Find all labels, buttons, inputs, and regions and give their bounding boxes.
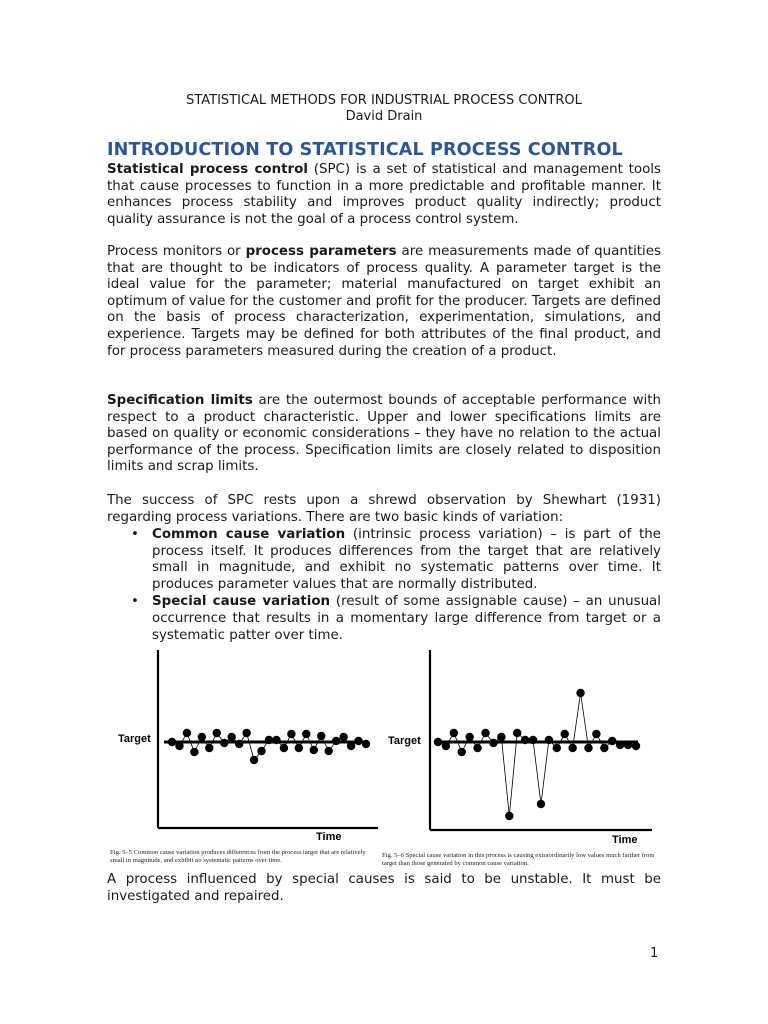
data-point [302, 730, 310, 738]
data-point [568, 744, 576, 752]
bullet-text: (result of some assignable cause) – an unusual occurrence that results in a momentary large difference from target or a systematic patter over time. [152, 594, 661, 643]
data-point [354, 737, 362, 745]
page-number: 1 [650, 946, 659, 961]
control-chart-common-cause [110, 648, 380, 848]
paragraph-spec-text: are the outermost bounds of acceptable performance with respect to a product characteristic. Upper and lower specifications limits are based on quality or economic considerations – they have no relation to the actual performance of the process. Specification limits are closely related to disposition limits and scrap limits. [107, 393, 662, 475]
data-point [198, 733, 206, 741]
data-point [553, 744, 561, 752]
variation-list [107, 527, 661, 644]
series-line [438, 693, 636, 816]
data-point [183, 729, 191, 737]
term-process-parameters: process parameters [245, 244, 397, 259]
data-point [537, 800, 545, 808]
data-point [168, 738, 176, 746]
control-chart-special-cause [386, 648, 656, 848]
figure-caption-5-6: Fig. 5–6 Special cause variation in this process is causing extraordinarily low values much farther from target than those generated by common cause variation. [382, 852, 655, 867]
data-point [250, 756, 258, 764]
author-name: David Drain [345, 109, 423, 124]
data-points [434, 689, 640, 820]
data-point [489, 739, 497, 747]
data-point [458, 748, 466, 756]
data-point [175, 742, 183, 750]
data-point [592, 730, 600, 738]
data-point [287, 730, 295, 738]
data-point [220, 739, 228, 747]
data-point [624, 741, 632, 749]
data-point [513, 729, 521, 737]
bullet-marker: • [131, 527, 139, 542]
data-point [339, 733, 347, 741]
course-title: STATISTICAL METHODS FOR INDUSTRIAL PROCESS CONTROL [186, 93, 582, 108]
data-point [505, 812, 513, 820]
data-point [481, 729, 489, 737]
figure-caption-5-5: Fig. 5–5 Common cause variation produces differences from the process target that are relatively small in magnitude, and exhibit no systematic patterns over time. [110, 849, 366, 864]
paragraph-spec-limits [107, 393, 661, 476]
list-item [107, 594, 661, 644]
data-point [235, 740, 243, 748]
data-point [434, 738, 442, 746]
bullet-marker: • [131, 594, 139, 610]
data-point [632, 742, 640, 750]
data-point [584, 744, 592, 752]
data-point [213, 729, 221, 737]
data-point [272, 736, 280, 744]
data-point [545, 736, 553, 744]
bullet-text: (intrinsic process variation) – is part of the process itself. It produces differences from the target that are relatively small in magnitude, and exhibit no systematic patterns over time. It produces parameter values that are normally distributed. [152, 527, 661, 592]
data-point [242, 729, 250, 737]
data-point [295, 744, 303, 752]
time-label: Time [612, 834, 638, 846]
time-label: Time [316, 831, 342, 843]
paragraph-pp-pre: Process monitors or [107, 244, 246, 259]
term-common-cause: Common cause variation [152, 527, 346, 542]
data-point [600, 744, 608, 752]
paragraph-unstable: A process influenced by special causes is said to be unstable. It must be investigated and repaired. [107, 872, 661, 904]
term-special-cause: Special cause variation [152, 594, 331, 610]
term-spec-limits: Specification limits [107, 393, 253, 408]
data-points [168, 729, 370, 764]
data-point [227, 733, 235, 741]
data-point [205, 744, 213, 752]
data-point [442, 742, 450, 750]
data-point [561, 730, 569, 738]
list-item [107, 527, 661, 593]
paragraph-process-parameters [107, 244, 661, 360]
data-point [616, 741, 624, 749]
data-point [347, 742, 355, 750]
data-point [521, 736, 529, 744]
data-point [257, 747, 265, 755]
term-spc: Statistical process control [107, 162, 308, 177]
paragraph-spc [107, 162, 661, 228]
data-point [362, 740, 370, 748]
data-point [576, 689, 584, 697]
data-point [317, 732, 325, 740]
section-heading: INTRODUCTION TO STATISTICAL PROCESS CONTROL [107, 140, 623, 160]
data-point [450, 729, 458, 737]
data-point [310, 746, 318, 754]
data-point [190, 748, 198, 756]
data-point [324, 747, 332, 755]
data-point [332, 737, 340, 745]
paragraph-shewhart: The success of SPC rests upon a shrewd observation by Shewhart (1931) regarding process variations. There are two basic kinds of variation: [107, 493, 661, 525]
data-point [608, 737, 616, 745]
data-point [529, 736, 537, 744]
target-label: Target [118, 733, 151, 745]
paragraph-pp-text: are measurements made of quantities that are thought to be indicators of process quality. A parameter target is the ideal value for the parameter; material manufactured on target exhibit an optimum of value for the customer and profit for the producer. Targets are defined on the basis of process characterization, experimentation, simulations, and experience. Targets may be defined for both attributes of the final product, and for process parameters measured during the creation of a product. [107, 244, 661, 359]
data-point [280, 744, 288, 752]
data-point [265, 736, 273, 744]
target-label: Target [388, 735, 421, 747]
paragraph-spc-text: (SPC) is a set of statistical and management tools that cause processes to function in a more predictable and profitable manner. It enhances process stability and improves product quality indirectly; product quality assurance is not the goal of a process control system. [107, 162, 661, 227]
data-point [465, 733, 473, 741]
data-point [497, 733, 505, 741]
data-point [473, 744, 481, 752]
